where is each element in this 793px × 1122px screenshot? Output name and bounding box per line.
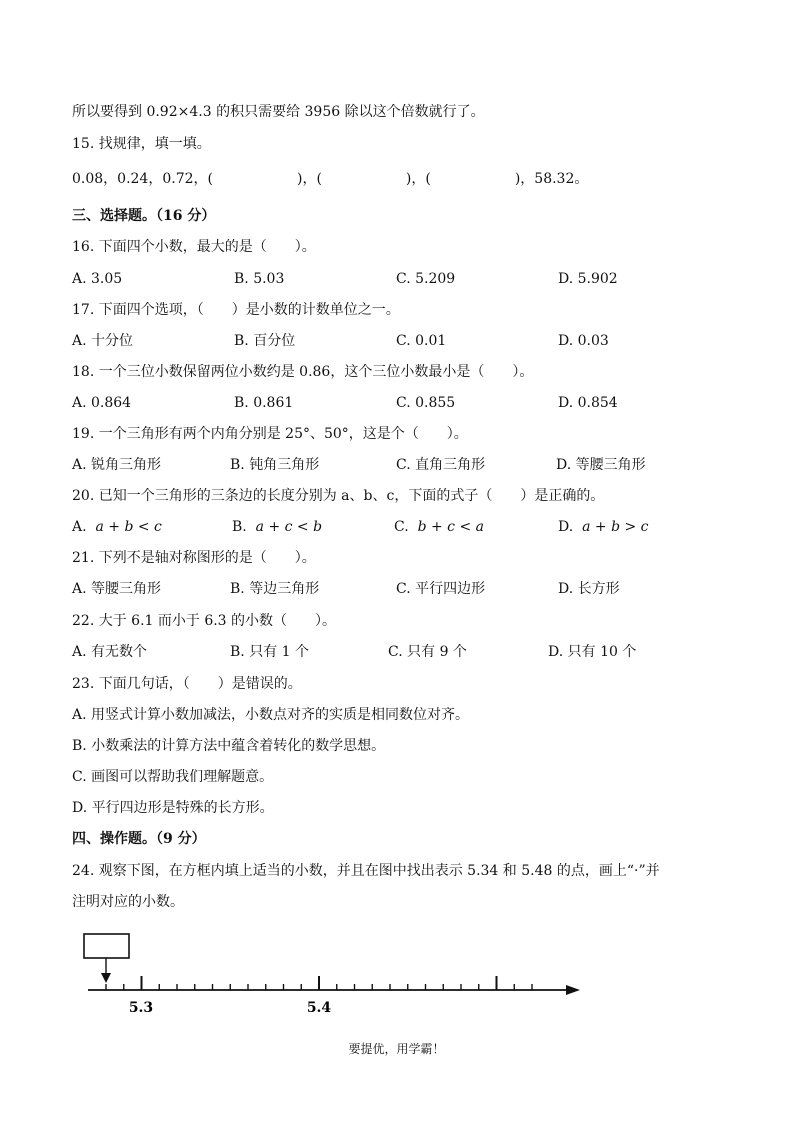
question-23-option-b[interactable]: B. 小数乘法的计算方法中蕴含着转化的数学思想。 — [72, 738, 386, 754]
pointer-arrow-head — [101, 973, 111, 983]
tick-label-5-4: 5.4 — [306, 1000, 332, 1016]
option-expression: a + b > c — [582, 519, 649, 535]
option-a[interactable]: A. 有无数个 — [72, 644, 148, 660]
question-23-option-c[interactable]: C. 画图可以帮助我们理解题意。 — [72, 769, 274, 785]
question-16-options — [72, 269, 732, 289]
question-17: 17. 下面四个选项，（ ）是小数的计数单位之一。 — [72, 302, 400, 318]
section-4-heading: 四、操作题。（9 分） — [72, 831, 206, 847]
option-b[interactable]: B. 等边三角形 — [230, 581, 320, 597]
question-18-options — [72, 393, 732, 413]
option-d[interactable]: D. 5.902 — [558, 271, 618, 287]
option-a[interactable]: A. 3.05 — [72, 271, 123, 287]
question-23: 23. 下面几句话，（ ）是错误的。 — [72, 676, 302, 692]
option-a[interactable]: A. 等腰三角形 — [72, 581, 162, 597]
option-d[interactable]: D. 0.03 — [558, 333, 609, 349]
number-line-arrow-icon — [566, 985, 580, 995]
number-line-diagram — [0, 920, 793, 1030]
option-b[interactable]: B. 钝角三角形 — [230, 457, 320, 473]
option-letter: D. — [558, 519, 574, 535]
option-a[interactable]: A. 0.864 — [72, 395, 132, 411]
question-21-options — [72, 579, 732, 599]
option-b[interactable]: B. 5.03 — [234, 271, 285, 287]
carry-over-text: 所以要得到 0.92×4.3 的积只需要给 3956 除以这个倍数就行了。 — [72, 104, 485, 120]
question-20: 20. 已知一个三角形的三条边的长度分别为 a、b、c，下面的式子（ ）是正确的。 — [72, 488, 605, 504]
option-c[interactable]: C. 只有 9 个 — [388, 644, 467, 660]
question-23-option-a[interactable]: A. 用竖式计算小数加减法，小数点对齐的实质是相同数位对齐。 — [72, 707, 470, 723]
option-letter: C. — [394, 519, 409, 535]
option-a[interactable] — [72, 517, 162, 537]
option-d[interactable]: D. 长方形 — [558, 581, 620, 597]
question-16: 16. 下面四个小数，最大的是（ ）。 — [72, 239, 316, 255]
option-d[interactable] — [558, 517, 649, 537]
option-expression: a + b < c — [95, 519, 162, 535]
option-c[interactable]: C. 5.209 — [396, 271, 456, 287]
option-c[interactable] — [394, 517, 484, 537]
option-d[interactable]: D. 只有 10 个 — [548, 644, 637, 660]
page-footer: 要提优，用学霸！ — [348, 1042, 445, 1056]
option-a[interactable]: A. 锐角三角形 — [72, 457, 162, 473]
answer-box[interactable] — [84, 934, 129, 958]
option-c[interactable]: C. 0.855 — [396, 395, 456, 411]
question-20-options — [72, 517, 732, 537]
option-letter: B. — [232, 519, 247, 535]
option-expression: b + c < a — [417, 519, 484, 535]
question-15-sequence: 0.08，0.24，0.72，( )，( )，( )，58.32。 — [72, 171, 589, 187]
tick-label-5-3: 5.3 — [128, 1000, 154, 1016]
question-21: 21. 下列不是轴对称图形的是（ ）。 — [72, 550, 316, 566]
option-d[interactable]: D. 0.854 — [558, 395, 618, 411]
option-c[interactable]: C. 直角三角形 — [396, 457, 486, 473]
question-23-option-d[interactable]: D. 平行四边形是特殊的长方形。 — [72, 800, 274, 816]
option-d[interactable]: D. 等腰三角形 — [556, 457, 646, 473]
question-22: 22. 大于 6.1 而小于 6.3 的小数（ ）。 — [72, 613, 337, 629]
question-19-options — [72, 455, 732, 475]
option-c[interactable]: C. 0.01 — [396, 333, 447, 349]
option-letter: A. — [72, 519, 87, 535]
option-b[interactable] — [232, 517, 322, 537]
option-expression: a + c < b — [255, 519, 323, 535]
question-24-line-2: 注明对应的小数。 — [72, 894, 184, 910]
option-b[interactable]: B. 0.861 — [234, 395, 294, 411]
question-18: 18. 一个三位小数保留两位小数约是 0.86，这个三位小数最小是（ ）。 — [72, 364, 534, 380]
question-22-options — [72, 642, 732, 662]
question-24-line-1: 24. 观察下图，在方框内填上适当的小数，并且在图中找出表示 5.34 和 5.48 的点，画上“·”并 — [72, 863, 660, 879]
section-3-heading: 三、选择题。（16 分） — [72, 208, 216, 224]
question-17-options — [72, 331, 732, 351]
question-15: 15. 找规律，填一填。 — [72, 136, 211, 152]
question-19: 19. 一个三角形有两个内角分别是 25°、50°，这是个（ ）。 — [72, 426, 468, 442]
option-c[interactable]: C. 平行四边形 — [396, 581, 486, 597]
option-b[interactable]: B. 百分位 — [234, 333, 296, 349]
option-a[interactable]: A. 十分位 — [72, 333, 134, 349]
option-b[interactable]: B. 只有 1 个 — [230, 644, 309, 660]
number-line-ticks — [106, 976, 532, 990]
